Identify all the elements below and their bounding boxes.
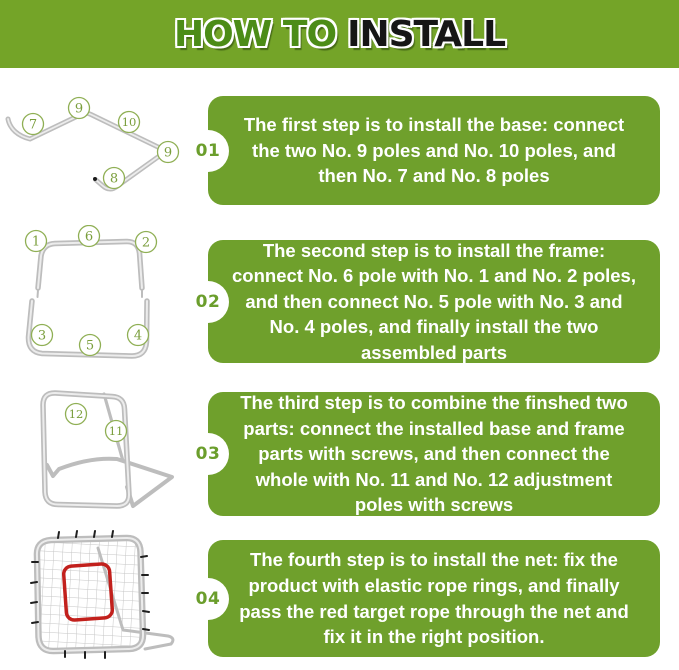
svg-text:3: 3 <box>37 328 47 344</box>
pole-label-9a <box>69 98 90 119</box>
step-4-number-badge <box>187 578 229 620</box>
frame-label-6 <box>79 226 100 247</box>
svg-text:9: 9 <box>163 145 173 161</box>
frame-label-1 <box>26 231 47 252</box>
step-1-instruction: The first step is to install the base: connect the two No. 9 poles and No. 10 poles, and then No. 7 and No. 8 poles <box>243 114 625 187</box>
pole-label-11 <box>106 421 127 442</box>
step-3-instruction: The third step is to combine the finshed two parts: connect the installed base and frame parts with screws, and then connect the whole with No. 11 and No. 12 adjustment poles with screws <box>240 392 628 516</box>
pole-label-10 <box>119 112 140 133</box>
svg-text:5: 5 <box>85 338 95 354</box>
illustration-step2-frame-parts <box>15 225 165 370</box>
svg-text:11: 11 <box>108 424 124 438</box>
svg-text:8: 8 <box>109 171 119 187</box>
step-4-number: 04 <box>195 588 221 609</box>
frame-label-5 <box>80 335 101 356</box>
step-2-text-box <box>195 239 660 363</box>
step-3-number: 03 <box>195 444 221 464</box>
pole-label-9b <box>158 142 179 163</box>
illustration-step4-finished-net <box>10 522 195 670</box>
step-1-text-box <box>195 96 660 205</box>
svg-text:9: 9 <box>74 101 84 117</box>
svg-text:4: 4 <box>133 328 143 344</box>
step-2-instruction: The second step is to install the frame: connect No. 6 pole with No. 1 and No. 2 poles, and then connect No. 5 pole with No. 3 and No. 4 poles, and finally install the two assembled parts <box>232 239 636 363</box>
pole-end-tip <box>93 177 97 181</box>
svg-text:12: 12 <box>68 407 84 421</box>
step-4-text-box <box>195 540 660 657</box>
pole-label-12 <box>66 404 87 425</box>
illustration-step3-assembled-parts <box>20 375 185 517</box>
net-mesh <box>37 538 143 651</box>
frame-label-2 <box>136 232 157 253</box>
pole-label-7 <box>23 114 44 135</box>
step-3-text-box <box>195 392 660 516</box>
svg-text:1: 1 <box>31 234 41 250</box>
step-3-number-badge <box>187 433 229 475</box>
step-4-instruction: The fourth step is to install the net: fix the product with elastic rope rings, and finally pass the red target rope through the net and fix it in the right position. <box>239 549 629 648</box>
svg-text:7: 7 <box>28 117 38 133</box>
frame-label-3 <box>32 325 53 346</box>
step-2-number: 02 <box>195 291 221 312</box>
step-2-number-badge <box>187 281 229 323</box>
pole-label-8 <box>104 168 125 189</box>
step-1-number-badge <box>187 130 229 172</box>
svg-text:2: 2 <box>141 235 151 251</box>
title-install: INSTALL <box>347 13 506 55</box>
header-band <box>0 0 679 68</box>
frame-label-4 <box>128 325 149 346</box>
illustration-step1-base-poles <box>0 95 200 210</box>
page-title <box>174 14 505 55</box>
step-1-number: 01 <box>195 140 221 161</box>
svg-text:6: 6 <box>84 229 94 245</box>
svg-text:10: 10 <box>121 115 137 129</box>
title-how-to: HOW TO <box>173 13 337 55</box>
